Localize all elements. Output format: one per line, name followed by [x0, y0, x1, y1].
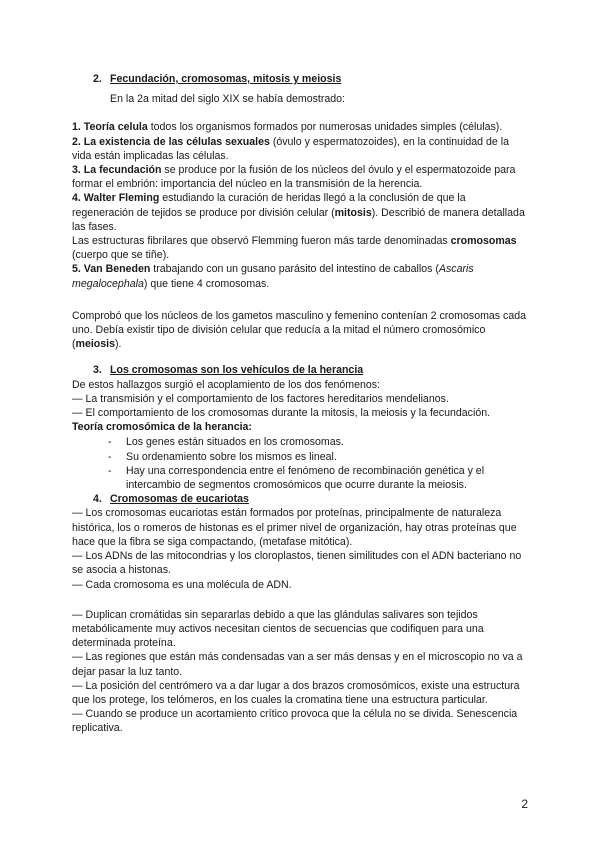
theory-point-2: - Su ordenamiento sobre los mismos es lineal.	[108, 450, 528, 464]
section-2-heading	[72, 72, 528, 86]
item-5-tail: ) que tiene 4 cromosomas.	[143, 277, 270, 290]
item-2	[72, 135, 528, 163]
section-4-title: Cromosomas de eucariotas	[110, 493, 249, 506]
section-4-line-6: — La posición del centrómero va a dar lugar a dos brazos cromosómicos, existe una estructura que los protege, los telómeros, en los cuales la cromatina tiene una estructura particular.	[72, 679, 520, 706]
item-5-text: trabajando con un gusano parásito del intestino de caballos (	[150, 263, 439, 276]
conclusion-tail: ).	[114, 338, 122, 351]
item-5-italic: Ascaris megalocephala	[72, 263, 474, 290]
section-3-line-1: De estos hallazgos surgió el acoplamiento de los dos fenómenos:	[72, 378, 380, 391]
item-4-text-b: ). Describió de manera detallada las fases.	[72, 206, 525, 233]
theory-title: Teoría cromosómica de la herancia:	[72, 421, 252, 434]
item-2-text: (óvulo y espermatozoides), en la continuidad de la vida están implicadas las células.	[72, 135, 509, 162]
conclusion-paragraph	[72, 309, 528, 352]
item-3-text: se produce por la fusión de los núcleos del óvulo y el espermatozoide para formar el embrión: importancia del núcleo en la transmisión de la herencia.	[72, 164, 516, 191]
theory-list	[72, 435, 528, 492]
fibers-bold: cromosomas	[450, 235, 517, 248]
section-4-line-7: — Cuando se produce un acortamiento crítico provoca que la célula no se divida. Senescencia replicativa.	[72, 708, 518, 735]
item-3	[72, 163, 528, 191]
section-2-intro: En la 2a mitad del siglo XIX se había demostrado:	[110, 93, 345, 106]
section-4-line-2: — Los ADNs de las mitocondrias y los cloroplastos, tienen similitudes con el ADN bacteriano no se asocia a histonas.	[72, 550, 522, 577]
section-2-title: Fecundación, cromosomas, mitosis y meiosis	[110, 73, 342, 85]
section-2-number: 2.	[93, 73, 102, 85]
item-2-lead: 2. La existencia de las células sexuales	[72, 135, 270, 148]
section-3-line-3: — El comportamiento de los cromosomas durante la mitosis, la meiosis y la fecundación.	[72, 407, 491, 420]
item-1	[72, 120, 528, 134]
section-3-title: Los cromosomas son los vehículos de la herancia	[110, 364, 364, 377]
document-page	[72, 72, 528, 736]
theory-point-1: - Los genes están situados en los cromosomas.	[108, 435, 528, 449]
item-5-lead: 5. Van Beneden	[72, 263, 151, 276]
fibers-tail: (cuerpo que se tiñe).	[72, 249, 170, 262]
section-3-heading	[72, 363, 528, 377]
theory-point-3: - Hay una correspondencia entre el fenómeno de recombinación genética y el intercambio de segmentos cromosómicos que ocurre durante la meiosis.	[108, 464, 528, 492]
section-4-line-5: — Las regiones que están más condensadas van a ser más densas y en el microscopio no va a dejar pasar la luz tanto.	[72, 651, 523, 678]
page-number: 2	[521, 797, 528, 811]
fibers-paragraph	[72, 234, 528, 262]
item-1-text: todos los organismos formados por numerosas unidades simples (células).	[147, 121, 503, 134]
item-4	[72, 191, 528, 234]
item-1-lead: 1. Teoría celula	[72, 121, 148, 134]
item-3-lead: 3. La fecundación	[72, 164, 162, 177]
section-4-heading	[72, 492, 528, 506]
section-3-number: 3.	[93, 364, 102, 377]
item-5	[72, 262, 528, 290]
fibers-text: Las estructuras fibrilares que observó Flemming fueron más tarde denominadas	[72, 235, 451, 248]
item-4-bold-mitosis: mitosis	[334, 206, 372, 219]
section-4-line-4: — Duplican cromátidas sin separarlas debido a que las glándulas salivares son tejidos metabólicamente muy activos necesitan cientos de secuencias que codifiquen para una determinada proteína.	[72, 608, 484, 650]
conclusion-bold: meiosis	[75, 338, 115, 351]
section-3-line-2: — La transmisión y el comportamiento de los factores hereditarios mendelianos.	[72, 392, 449, 405]
item-4-lead: 4. Walter Fleming	[72, 192, 160, 205]
section-4-line-3: — Cada cromosoma es una molécula de ADN.	[72, 578, 292, 591]
section-4-number: 4.	[93, 493, 102, 506]
section-4-line-1: — Los cromosomas eucariotas están formados por proteínas, principalmente de naturaleza histórica, los o romeros de histonas es el primer nivel de organización, hay otras proteínas que hace que la fibra se siga compactando, (metafase mitótica).	[72, 507, 517, 548]
item-4-text-a: estudiando la curación de heridas llegó a la conclusión de que la regeneración de tejidos se produce por división celular (	[72, 192, 466, 219]
conclusion-text: Comprobó que los núcleos de los gametos masculino y femenino contenían 2 cromosomas cada uno. Debía existir tipo de división celular que reducía a la mitad el número cromosómico (	[72, 309, 527, 351]
